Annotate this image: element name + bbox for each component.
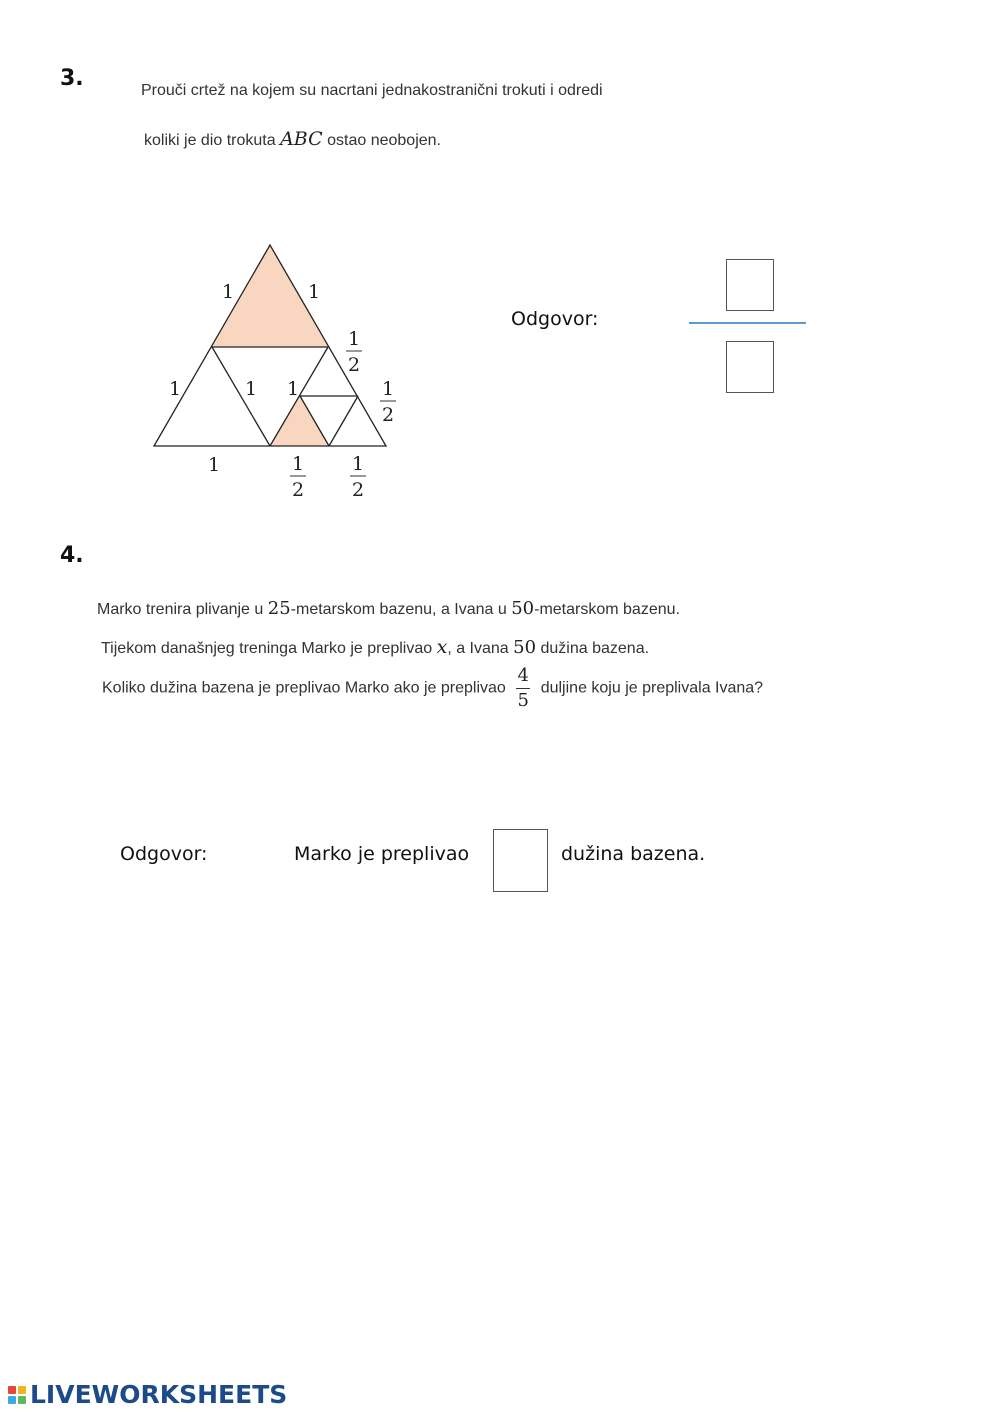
q4-line2-x: x	[436, 636, 448, 658]
fraction-numerator: 4	[517, 665, 529, 686]
label-top-right: 1	[307, 281, 321, 303]
answer-input-box[interactable]	[493, 829, 548, 892]
question-3-line-2-pre: koliki je dio trokuta	[144, 132, 276, 149]
question-4-answer-suffix: dužina bazena.	[561, 843, 706, 865]
question-4-line-1	[97, 598, 680, 619]
label-left-mid: 1	[168, 378, 182, 400]
label-bottom-right-den: 2	[351, 479, 365, 501]
question-3-line-1: Prouči crtež na kojem su nacrtani jednakostranični trokuti i odredi	[141, 82, 603, 99]
label-bottom-right-num: 1	[351, 453, 365, 475]
denominator-input-box[interactable]	[726, 341, 774, 393]
fraction-bar	[689, 322, 806, 324]
logo-text: LIVEWORKSHEETS	[30, 1380, 288, 1409]
label-right-upper-num: 1	[347, 328, 361, 350]
logo-squares-icon	[8, 1386, 26, 1404]
label-bottom-mid-den: 2	[291, 479, 305, 501]
question-4-answer-label: Odgovor:	[120, 843, 208, 865]
q4-line2-num-50: 50	[513, 637, 537, 658]
q4-line1-num-25: 25	[267, 598, 291, 619]
liveworksheets-logo	[8, 1380, 287, 1409]
label-right-lower-den: 2	[381, 404, 395, 426]
label-right-upper-den: 2	[347, 354, 361, 376]
q4-line1-a: Marko trenira plivanje u	[97, 601, 264, 618]
label-top-left: 1	[221, 281, 235, 303]
question-3-number: 3.	[60, 66, 84, 91]
question-4-number: 4.	[60, 543, 84, 568]
q4-line1-num-50: 50	[511, 598, 535, 619]
question-3-answer-label: Odgovor:	[511, 308, 599, 330]
label-mid-left-inner: 1	[244, 378, 258, 400]
q4-line1-c: -metarskom bazenu.	[534, 601, 680, 618]
label-right-lower-num: 1	[381, 378, 395, 400]
q4-line1-b: -metarskom bazenu, a Ivana u	[290, 601, 507, 618]
fraction-four-fifths	[516, 667, 530, 710]
shaded-small-triangle	[271, 396, 329, 446]
fraction-denominator: 5	[517, 690, 529, 711]
question-4-line-3	[102, 667, 763, 710]
question-4-line-2	[101, 636, 649, 658]
label-bottom-left: 1	[207, 454, 221, 476]
q4-line2-c: dužina bazena.	[540, 640, 650, 657]
question-4-answer-prefix: Marko je preplivao	[294, 843, 470, 865]
numerator-input-box[interactable]	[726, 259, 774, 311]
q4-line2-b: , a Ivana	[447, 640, 509, 657]
label-mid-right-inner: 1	[286, 378, 300, 400]
label-bottom-mid-num: 1	[291, 453, 305, 475]
triangle-abc-label: ABC	[280, 128, 323, 150]
question-3-line-2-post: ostao neobojen.	[327, 132, 441, 149]
question-3-line-2	[144, 128, 441, 150]
q4-line3-b: duljine koju je preplivala Ivana?	[540, 679, 764, 697]
q4-line2-a: Tijekom današnjeg treninga Marko je preplivao	[101, 640, 433, 657]
triangle-figure	[130, 230, 410, 510]
q4-line3-a: Koliko dužina bazena je preplivao Marko ako je preplivao	[102, 679, 506, 697]
